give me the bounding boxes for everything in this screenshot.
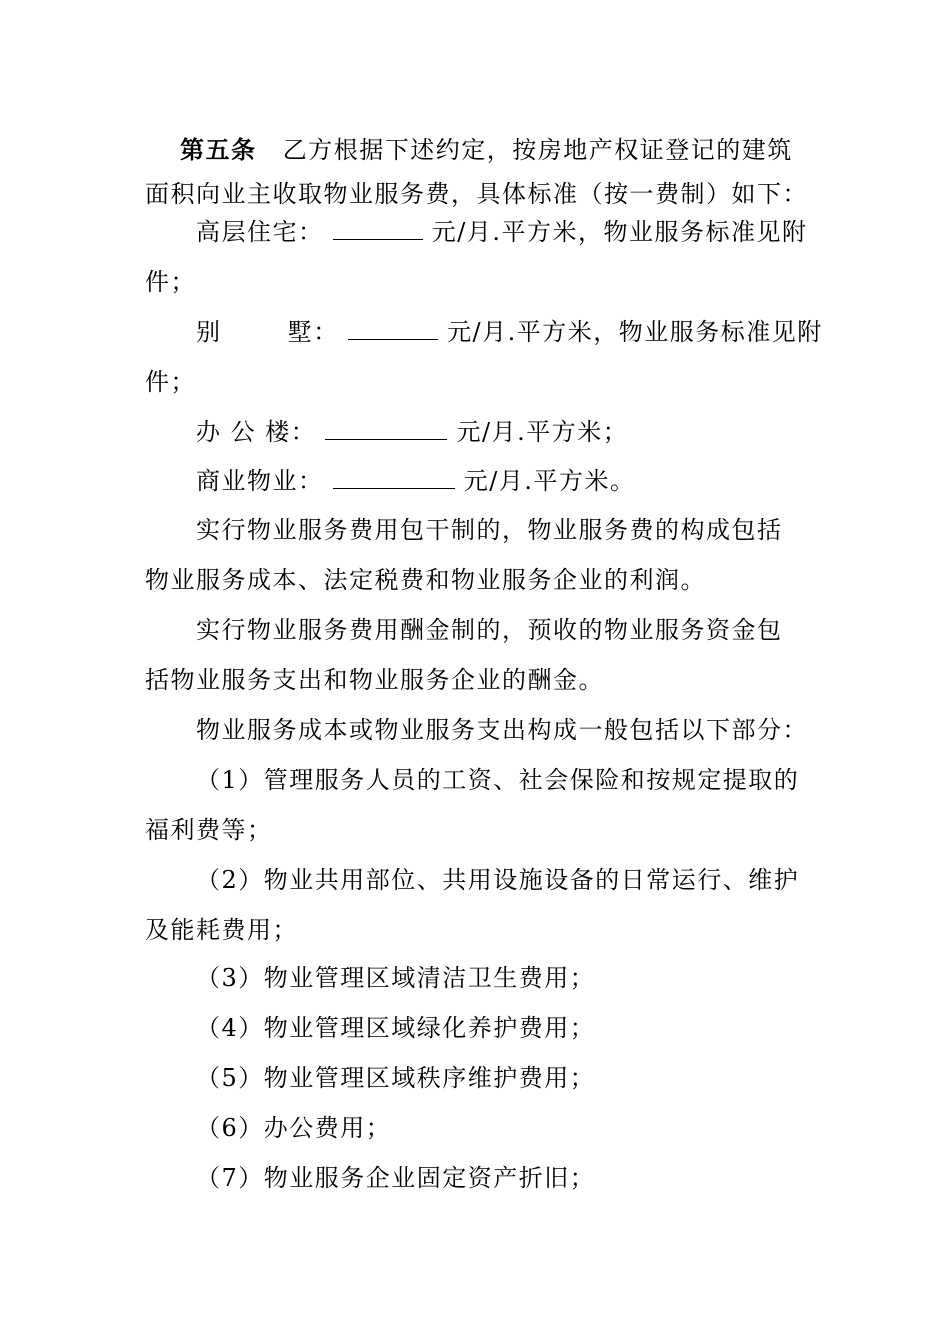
list-item-1-line-2: 福利费等； [145,816,273,844]
office-unit: 元/月.平方米； [456,418,629,446]
list-item-3: （3）物业管理区域清洁卫生费用； [196,964,596,992]
villa-label-b: 墅： [287,318,339,346]
paragraph-cost-composition: 物业服务成本或物业服务支出构成一般包括以下部分： [196,716,808,744]
highrise-fee-line [196,216,808,248]
villa-fee-blank[interactable] [348,317,438,340]
list-item-2-line-2: 及能耗费用； [145,916,298,944]
paragraph-lump-sum-2: 物业服务成本、法定税费和物业服务企业的利润。 [145,566,706,594]
article-line-2: 面积向业主收取物业服务费，具体标准（按一费制）如下： [145,180,808,208]
commercial-unit: 元/月.平方米。 [463,467,636,495]
office-fee-blank[interactable] [325,417,447,440]
article-label: 第五条 [180,135,257,164]
article-line-1 [180,134,793,166]
list-item-1-line-1: （1）管理服务人员的工资、社会保险和按规定提取的 [196,766,800,794]
villa-fee-line [196,316,823,348]
office-fee-line [196,416,628,448]
villa-label-a: 别 [196,318,222,346]
paragraph-commission-2: 括物业服务支出和物业服务企业的酬金。 [145,666,604,694]
highrise-unit: 元/月.平方米，物业服务标准见附 [431,218,808,246]
highrise-fee-blank[interactable] [333,217,423,240]
villa-unit: 元/月.平方米，物业服务标准见附 [447,318,823,346]
list-item-6: （6）办公费用； [196,1114,392,1142]
villa-fee-cont: 件； [145,368,196,396]
commercial-fee-line [196,465,636,497]
article-text-1: 乙方根据下述约定，按房地产权证登记的建筑 [282,136,793,164]
paragraph-lump-sum-1: 实行物业服务费用包干制的，物业服务费的构成包括 [196,516,783,544]
list-item-4: （4）物业管理区域绿化养护费用； [196,1014,596,1042]
highrise-fee-cont: 件； [145,268,196,296]
list-item-2-line-1: （2）物业共用部位、共用设施设备的日常运行、维护 [196,866,800,894]
commercial-label: 商业物业： [196,467,324,495]
office-label: 办 公 楼： [196,418,317,446]
paragraph-commission-1: 实行物业服务费用酬金制的，预收的物业服务资金包 [196,616,783,644]
commercial-fee-blank[interactable] [333,466,455,489]
list-item-5: （5）物业管理区域秩序维护费用； [196,1064,596,1092]
list-item-7: （7）物业服务企业固定资产折旧； [196,1164,596,1192]
highrise-label: 高层住宅： [196,218,324,246]
